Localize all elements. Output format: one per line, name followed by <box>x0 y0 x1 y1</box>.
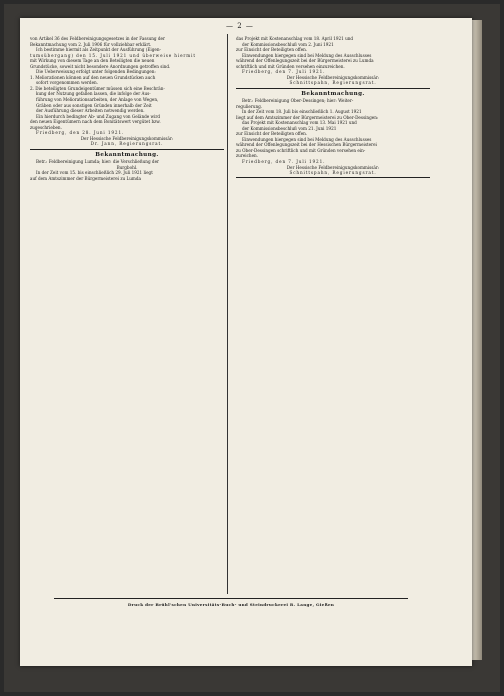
notice-line: während der Offenlegungszeit bei der Bürgermeisterei zu Lumda <box>236 58 374 64</box>
intro-line: Bekanntmachung vom 2. Juli 1906 für vollziehbar erklärt. <box>30 41 152 47</box>
page-number: — 2 — <box>226 22 254 30</box>
notice-line: Betr.: Feldbereinigung Ober-Dessingen; hier: Weiter- <box>242 98 354 104</box>
notice-line: Betr.: Feldbereinigung Lumda; hier: die Verschließung der <box>36 159 160 165</box>
intro-line: kung der Nutzung gefallen lassen, die infolge der Aus- <box>36 91 151 97</box>
notice-line: schriftlich und mit Gründen versehen einzureichen. <box>236 63 345 69</box>
left-column <box>30 36 224 181</box>
page-edge <box>472 20 482 660</box>
commissioner-line: Der Hessische Feldbereinigungskommissär: <box>80 135 174 141</box>
section-rule <box>236 88 430 89</box>
notice-line: Einwendungen hiergegen sind bei Meldung des Ausschlusses <box>242 52 372 58</box>
notice-line: Burgbohl. <box>116 164 138 170</box>
intro-line: von Artikel 36 des Feldbereinigungsgesetzes in der Fassung der <box>30 36 165 41</box>
intro-line: Ein hierdurch bedingter Ab- und Zugang von Gelände wird <box>36 113 161 119</box>
intro-line: 1. Meliorationen können auf den neuen Grundstücken auch <box>30 74 156 80</box>
signature: Schnittspahn, Regierungsrat. <box>289 80 377 86</box>
notice-line: liegt auf dem Amtszimmer der Bürgermeisterei zu Ober-Dessingen: <box>236 114 379 120</box>
notice-line: In der Zeit vom 15. bis einschließlich 29. Juli 1921 liegt <box>36 170 153 176</box>
notice-line: zu Ober-Dessingen schriftlich und mit Gründen versehen ein- <box>236 147 366 153</box>
intro-line: mit Wirkung von diesem Tage an den Beteiligten die neuen <box>30 58 155 64</box>
notice-line: zur Einsicht der Beteiligten offen. <box>236 47 308 53</box>
intro-line: Gräben oder aus sonstigen Gründen innerhalb der Zeit <box>36 102 152 108</box>
intro-line: führung von Meliorationsarbeiten, der Anlage von Wegen, <box>36 97 159 103</box>
intro-line: Ich bestimme hiermit als Zeitpunkt der Ausführung (Eigen- <box>36 47 161 53</box>
notice-line: auf dem Amtszimmer der Bürgermeisterei zu Lumda <box>30 175 141 181</box>
place-date: Friedberg, den 28. Juni 1921. <box>36 130 125 136</box>
intro-line: sofort vorgenommen werden. <box>36 80 99 86</box>
intro-line: zugeschrieben. <box>30 124 62 130</box>
intro-line: tumsübergang) den 15. Juli 1921 und überweise hiermit <box>30 52 196 58</box>
notice-title: Bekanntmachung. <box>95 151 159 158</box>
notice-line: der Kommissionsbeschluß vom 21. Juni 1921 <box>242 125 337 131</box>
place-date: Friedberg, den 7. Juli 1921. <box>242 159 326 165</box>
intro-line: den neuen Eigentümern nach dem Bonitätswert vergütet bzw. <box>30 119 161 125</box>
notice-line: Einwendungen hiergegen sind bei Meldung des Ausschlusses <box>242 136 372 142</box>
signature: Dr. Jann, Regierungsrat. <box>90 141 164 147</box>
footer-rule <box>54 598 408 599</box>
intro-line: Grundstücke, soweit nicht besondere Anordnungen getroffen sind. <box>30 63 171 69</box>
notice-line: regulierung. <box>236 103 263 109</box>
commissioner-line: Der Hessische Feldbereinigungskommissär: <box>286 164 380 170</box>
column-divider <box>227 34 228 594</box>
intro-line: Die Ueberweisung erfolgt unter folgenden Bedingungen: <box>36 69 156 75</box>
notice-line: der Kommissionsbeschluß vom 2. Juni 1921 <box>242 41 334 47</box>
intro-line: 2. Die beteiligten Grundeigentümer müssen sich eine Beschrän- <box>30 85 165 91</box>
place-date: Friedberg, den 7. Juli 1921. <box>242 69 326 75</box>
notice-title: Bekanntmachung. <box>301 90 365 97</box>
notice-line: das Projekt mit Kostenanschlag vom 18. April 1921 und <box>236 36 354 41</box>
commissioner-line: Der Hessische Feldbereinigungskommissär: <box>286 74 380 80</box>
notice-line: zureichen. <box>236 153 259 159</box>
section-rule <box>236 177 430 178</box>
right-column <box>236 36 430 180</box>
section-rule <box>30 149 224 150</box>
notice-line: In der Zeit vom 18. Juli bis einschließlich 1. August 1921 <box>242 109 362 115</box>
notice-line: zur Einsicht der Beteiligten offen. <box>236 131 308 137</box>
printer-imprint: Druck der Brühl'schen Universitäts-Buch- und Steindruckerei R. Lange, Gießen <box>127 602 335 607</box>
notice-line: das Projekt mit Kostenanschlag vom 13. Mai 1921 und <box>242 120 357 126</box>
signature: Schnittspahn, Regierungsrat. <box>289 170 377 176</box>
intro-line: der Ausführung dieser Arbeiten notwendig werden. <box>36 108 145 114</box>
notice-line: während der Offenlegungszeit bei der Hessischen Bürgermeisterei <box>236 142 377 148</box>
